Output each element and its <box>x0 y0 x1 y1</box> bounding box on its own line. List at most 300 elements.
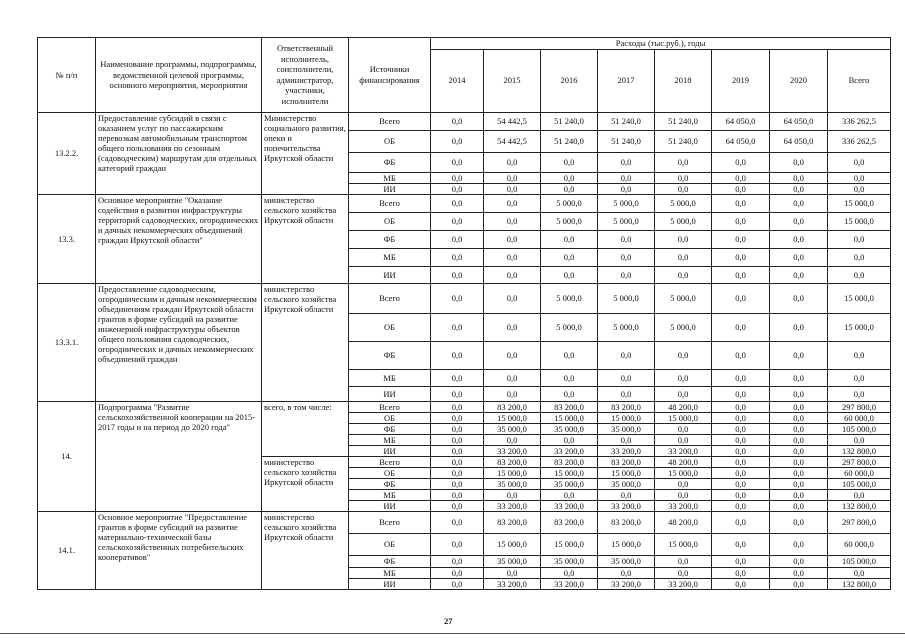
expense-value: 33 200,0 <box>541 578 598 589</box>
funding-source: ФБ <box>349 478 431 489</box>
header-funding-source: Источники финансирования <box>349 38 431 113</box>
expense-value: 0,0 <box>431 112 484 130</box>
expense-value: 0,0 <box>598 567 655 578</box>
expense-value: 0,0 <box>770 467 828 478</box>
expense-value: 33 200,0 <box>598 500 655 511</box>
expense-value: 0,0 <box>598 230 655 248</box>
expense-value: 297 800,0 <box>828 456 891 467</box>
expense-value: 0,0 <box>431 283 484 313</box>
expense-value: 0,0 <box>541 266 598 283</box>
expense-value: 0,0 <box>655 172 712 183</box>
expense-value: 0,0 <box>431 130 484 152</box>
expense-value: 0,0 <box>431 456 484 467</box>
row-number: 13.3.1. <box>38 283 96 401</box>
expense-value: 0,0 <box>484 248 541 266</box>
expense-value: 0,0 <box>712 248 770 266</box>
header-program-name: Наименование программы, подпрограммы, ведомственной целевой программы, основного мероприятия, мероприятия <box>96 38 262 113</box>
expense-value: 0,0 <box>541 230 598 248</box>
expense-value: 0,0 <box>828 341 891 369</box>
expense-value: 0,0 <box>828 152 891 172</box>
expense-value: 0,0 <box>712 172 770 183</box>
expense-value: 33 200,0 <box>484 445 541 456</box>
expense-value: 0,0 <box>712 578 770 589</box>
expense-value: 0,0 <box>828 183 891 194</box>
expense-value: 0,0 <box>712 467 770 478</box>
expense-value: 0,0 <box>712 511 770 533</box>
expense-value: 51 240,0 <box>598 112 655 130</box>
funding-source: ИИ <box>349 386 431 401</box>
funding-source: ФБ <box>349 341 431 369</box>
expense-value: 15 000,0 <box>828 283 891 313</box>
expense-value: 15 000,0 <box>655 467 712 478</box>
funding-source: ОБ <box>349 533 431 555</box>
expense-value: 83 200,0 <box>484 401 541 412</box>
expense-value: 33 200,0 <box>484 578 541 589</box>
expense-value: 33 200,0 <box>484 500 541 511</box>
expense-value: 0,0 <box>431 423 484 434</box>
expense-value: 51 240,0 <box>655 112 712 130</box>
expense-value: 0,0 <box>712 341 770 369</box>
expense-value: 0,0 <box>484 283 541 313</box>
funding-source: Всего <box>349 194 431 212</box>
expense-value: 0,0 <box>431 313 484 341</box>
expense-value: 15 000,0 <box>541 412 598 423</box>
expense-value: 0,0 <box>484 152 541 172</box>
expense-value: 0,0 <box>541 369 598 386</box>
scan-edge-line <box>0 633 905 634</box>
expense-value: 5 000,0 <box>598 283 655 313</box>
expense-value: 0,0 <box>770 230 828 248</box>
expense-value: 0,0 <box>770 212 828 230</box>
header-year-2019: 2019 <box>712 49 770 112</box>
expense-value: 0,0 <box>770 500 828 511</box>
expense-value: 5 000,0 <box>598 313 655 341</box>
row-number: 13.3. <box>38 194 96 283</box>
funding-source: Всего <box>349 456 431 467</box>
expense-value: 48 200,0 <box>655 401 712 412</box>
expense-value: 0,0 <box>770 386 828 401</box>
expense-value: 33 200,0 <box>598 578 655 589</box>
expense-value: 15 000,0 <box>598 412 655 423</box>
funding-source: ФБ <box>349 152 431 172</box>
funding-source: МБ <box>349 434 431 445</box>
expense-value: 0,0 <box>828 266 891 283</box>
expense-value: 54 442,5 <box>484 112 541 130</box>
responsible-executor: министерство сельского хозяйства Иркутской области <box>262 456 349 511</box>
expense-value: 0,0 <box>598 434 655 445</box>
expense-value: 0,0 <box>484 489 541 500</box>
expense-value: 0,0 <box>655 555 712 567</box>
expense-value: 0,0 <box>712 369 770 386</box>
expense-value: 33 200,0 <box>655 500 712 511</box>
expense-value: 35 000,0 <box>484 478 541 489</box>
expense-value: 51 240,0 <box>655 130 712 152</box>
expense-value: 0,0 <box>431 567 484 578</box>
expense-value: 0,0 <box>712 445 770 456</box>
expense-value: 0,0 <box>431 212 484 230</box>
header-year-2014: 2014 <box>431 49 484 112</box>
expense-value: 0,0 <box>770 489 828 500</box>
expense-value: 15 000,0 <box>828 212 891 230</box>
header-year-total: Всего <box>828 49 891 112</box>
expense-value: 0,0 <box>828 434 891 445</box>
expense-value: 0,0 <box>431 412 484 423</box>
expense-value: 15 000,0 <box>484 467 541 478</box>
expense-value: 0,0 <box>655 230 712 248</box>
expense-value: 0,0 <box>712 456 770 467</box>
expense-value: 0,0 <box>484 266 541 283</box>
expense-value: 0,0 <box>431 489 484 500</box>
expense-value: 0,0 <box>770 313 828 341</box>
expense-value: 0,0 <box>712 266 770 283</box>
funding-source: ИИ <box>349 578 431 589</box>
funding-source: ИИ <box>349 183 431 194</box>
expense-value: 0,0 <box>541 248 598 266</box>
program-name: Предоставление субсидий в связи с оказанием услуг по пассажирским перевозкам автомобильным транспортом общего пользования по сезонным (садоводческим) маршрутам для отдельных категорий граждан <box>96 112 262 194</box>
expense-value: 15 000,0 <box>541 467 598 478</box>
expense-value: 35 000,0 <box>541 423 598 434</box>
expense-value: 0,0 <box>828 386 891 401</box>
expense-value: 0,0 <box>770 401 828 412</box>
expense-value: 297 800,0 <box>828 401 891 412</box>
funding-source: Всего <box>349 401 431 412</box>
expense-value: 0,0 <box>484 183 541 194</box>
expense-value: 0,0 <box>770 152 828 172</box>
expense-value: 0,0 <box>431 467 484 478</box>
expense-value: 0,0 <box>770 555 828 567</box>
expense-value: 0,0 <box>541 172 598 183</box>
expense-value: 0,0 <box>484 341 541 369</box>
expense-value: 5 000,0 <box>541 194 598 212</box>
responsible-executor: всего, в том числе: <box>262 401 349 456</box>
page-number: 27 <box>444 616 453 626</box>
expense-value: 33 200,0 <box>541 500 598 511</box>
funding-source: ОБ <box>349 467 431 478</box>
row-number: 14. <box>38 401 96 511</box>
expense-value: 0,0 <box>712 152 770 172</box>
expense-value: 35 000,0 <box>598 555 655 567</box>
funding-source: Всего <box>349 283 431 313</box>
expense-value: 0,0 <box>431 445 484 456</box>
expense-value: 64 050,0 <box>770 130 828 152</box>
program-name: Подпрограмма "Развитие сельскохозяйственной кооперации на 2015-2017 годы и на период до 2020 года" <box>96 401 262 511</box>
expense-value: 0,0 <box>541 152 598 172</box>
expense-value: 105 000,0 <box>828 478 891 489</box>
expense-value: 0,0 <box>431 401 484 412</box>
expense-value: 0,0 <box>712 533 770 555</box>
responsible-executor: Министерство социального развития, опеки и попечительства Иркутской области <box>262 112 349 194</box>
expense-value: 0,0 <box>770 248 828 266</box>
expense-value: 35 000,0 <box>541 478 598 489</box>
expense-value: 0,0 <box>770 456 828 467</box>
expense-value: 0,0 <box>712 434 770 445</box>
expense-value: 51 240,0 <box>598 130 655 152</box>
expense-value: 0,0 <box>598 369 655 386</box>
funding-source: МБ <box>349 369 431 386</box>
expense-value: 0,0 <box>655 152 712 172</box>
expense-value: 0,0 <box>770 578 828 589</box>
expense-value: 48 200,0 <box>655 456 712 467</box>
row-number: 13.2.2. <box>38 112 96 194</box>
expense-value: 64 050,0 <box>712 130 770 152</box>
expense-value: 51 240,0 <box>541 112 598 130</box>
expense-value: 132 800,0 <box>828 578 891 589</box>
expense-value: 0,0 <box>598 489 655 500</box>
funding-source: ФБ <box>349 423 431 434</box>
expense-value: 15 000,0 <box>484 533 541 555</box>
expense-value: 0,0 <box>655 434 712 445</box>
expense-value: 0,0 <box>484 386 541 401</box>
table-row <box>38 194 891 212</box>
funding-source: Всего <box>349 112 431 130</box>
funding-source: МБ <box>349 248 431 266</box>
expense-value: 0,0 <box>598 248 655 266</box>
expense-value: 0,0 <box>712 423 770 434</box>
funding-source: ИИ <box>349 266 431 283</box>
expense-value: 83 200,0 <box>598 511 655 533</box>
expense-value: 15 000,0 <box>541 533 598 555</box>
expense-value: 0,0 <box>712 478 770 489</box>
funding-source: ОБ <box>349 130 431 152</box>
expenses-table <box>37 37 891 590</box>
expense-value: 83 200,0 <box>541 511 598 533</box>
expense-value: 0,0 <box>712 555 770 567</box>
expense-value: 0,0 <box>431 183 484 194</box>
expense-value: 0,0 <box>712 500 770 511</box>
header-year-2015: 2015 <box>484 49 541 112</box>
expense-value: 0,0 <box>598 172 655 183</box>
expense-value: 35 000,0 <box>484 555 541 567</box>
expense-value: 0,0 <box>484 172 541 183</box>
expense-value: 5 000,0 <box>541 212 598 230</box>
expense-value: 0,0 <box>770 283 828 313</box>
expense-value: 15 000,0 <box>598 467 655 478</box>
expense-value: 83 200,0 <box>598 401 655 412</box>
header-year-2017: 2017 <box>598 49 655 112</box>
expense-value: 0,0 <box>770 194 828 212</box>
expense-value: 15 000,0 <box>598 533 655 555</box>
expense-value: 0,0 <box>431 533 484 555</box>
expense-value: 15 000,0 <box>655 533 712 555</box>
program-name: Основное мероприятие "Оказание содействия в развитии инфраструктуры территорий садоводческих, огороднических и дачных некоммерческих объединений граждан Иркутской области" <box>96 194 262 283</box>
expense-value: 0,0 <box>770 183 828 194</box>
expense-value: 0,0 <box>431 369 484 386</box>
expense-value: 60 000,0 <box>828 467 891 478</box>
expense-value: 60 000,0 <box>828 412 891 423</box>
expense-value: 0,0 <box>770 567 828 578</box>
program-name: Предоставление садоводческим, огородническим и дачным некоммерческим объединениям граждан Иркутской области грантов в форме субсидий на развитие инженерной инфраструктуры объектов общего пользования садоводческих, огороднических и дачных некоммерческих объединений граждан <box>96 283 262 401</box>
expense-value: 0,0 <box>712 386 770 401</box>
expense-value: 0,0 <box>828 369 891 386</box>
expense-value: 0,0 <box>828 172 891 183</box>
expense-value: 5 000,0 <box>655 313 712 341</box>
funding-source: ОБ <box>349 412 431 423</box>
expense-value: 0,0 <box>712 212 770 230</box>
funding-source: ИИ <box>349 445 431 456</box>
expense-value: 0,0 <box>431 194 484 212</box>
expense-value: 33 200,0 <box>655 445 712 456</box>
expense-value: 64 050,0 <box>712 112 770 130</box>
funding-source: ОБ <box>349 212 431 230</box>
header-year-2020: 2020 <box>770 49 828 112</box>
funding-source: МБ <box>349 172 431 183</box>
expense-value: 15 000,0 <box>484 412 541 423</box>
expense-value: 35 000,0 <box>598 478 655 489</box>
table-row <box>38 511 891 533</box>
expense-value: 0,0 <box>712 489 770 500</box>
expense-value: 0,0 <box>598 386 655 401</box>
expense-value: 0,0 <box>712 401 770 412</box>
expense-value: 0,0 <box>712 183 770 194</box>
expense-value: 0,0 <box>484 194 541 212</box>
funding-source: ОБ <box>349 313 431 341</box>
expense-value: 0,0 <box>431 511 484 533</box>
funding-source: Всего <box>349 511 431 533</box>
header-year-2016: 2016 <box>541 49 598 112</box>
expense-value: 0,0 <box>770 434 828 445</box>
expense-value: 0,0 <box>431 341 484 369</box>
expense-value: 0,0 <box>770 511 828 533</box>
expense-value: 83 200,0 <box>484 511 541 533</box>
expense-value: 0,0 <box>431 555 484 567</box>
expense-value: 83 200,0 <box>541 401 598 412</box>
expense-value: 33 200,0 <box>541 445 598 456</box>
expense-value: 0,0 <box>431 434 484 445</box>
expense-value: 0,0 <box>431 478 484 489</box>
row-number: 14.1. <box>38 511 96 589</box>
header-num: № п/п <box>38 38 96 113</box>
expense-value: 33 200,0 <box>598 445 655 456</box>
expense-value: 0,0 <box>598 183 655 194</box>
expense-value: 0,0 <box>655 567 712 578</box>
expense-value: 60 000,0 <box>828 533 891 555</box>
expense-value: 0,0 <box>431 386 484 401</box>
expense-value: 35 000,0 <box>484 423 541 434</box>
expense-value: 0,0 <box>598 152 655 172</box>
expense-value: 0,0 <box>431 152 484 172</box>
funding-source: МБ <box>349 567 431 578</box>
expense-value: 64 050,0 <box>770 112 828 130</box>
expense-value: 83 200,0 <box>541 456 598 467</box>
expense-value: 35 000,0 <box>598 423 655 434</box>
expense-value: 0,0 <box>828 230 891 248</box>
expense-value: 0,0 <box>655 386 712 401</box>
table-row <box>38 401 891 412</box>
expense-value: 5 000,0 <box>598 212 655 230</box>
expense-value: 0,0 <box>655 423 712 434</box>
expense-value: 0,0 <box>655 183 712 194</box>
expense-value: 0,0 <box>712 313 770 341</box>
expense-value: 0,0 <box>770 172 828 183</box>
expense-value: 0,0 <box>655 266 712 283</box>
expense-value: 83 200,0 <box>484 456 541 467</box>
expense-value: 5 000,0 <box>655 194 712 212</box>
expense-value: 5 000,0 <box>655 212 712 230</box>
expense-value: 0,0 <box>541 183 598 194</box>
expense-value: 5 000,0 <box>598 194 655 212</box>
expense-value: 0,0 <box>598 341 655 369</box>
expense-value: 0,0 <box>484 434 541 445</box>
expense-value: 0,0 <box>770 266 828 283</box>
expense-value: 0,0 <box>541 489 598 500</box>
funding-source: ФБ <box>349 230 431 248</box>
expense-value: 0,0 <box>770 445 828 456</box>
expense-value: 132 800,0 <box>828 445 891 456</box>
expense-value: 0,0 <box>431 578 484 589</box>
expense-value: 0,0 <box>655 369 712 386</box>
expense-value: 0,0 <box>828 567 891 578</box>
expense-value: 5 000,0 <box>655 283 712 313</box>
expense-value: 15 000,0 <box>828 194 891 212</box>
expense-value: 0,0 <box>655 248 712 266</box>
expense-value: 297 800,0 <box>828 511 891 533</box>
header-year-2018: 2018 <box>655 49 712 112</box>
expense-value: 0,0 <box>484 212 541 230</box>
expense-value: 15 000,0 <box>655 412 712 423</box>
expense-value: 105 000,0 <box>828 423 891 434</box>
expense-value: 0,0 <box>655 341 712 369</box>
expense-value: 33 200,0 <box>655 578 712 589</box>
expense-value: 5 000,0 <box>541 313 598 341</box>
expense-value: 0,0 <box>484 369 541 386</box>
expense-value: 0,0 <box>712 194 770 212</box>
expense-value: 51 240,0 <box>541 130 598 152</box>
responsible-executor: министерство сельского хозяйства Иркутской области <box>262 194 349 283</box>
table-row <box>38 283 891 313</box>
expense-value: 0,0 <box>770 478 828 489</box>
expense-value: 0,0 <box>598 266 655 283</box>
expense-value: 0,0 <box>655 478 712 489</box>
expense-value: 0,0 <box>712 567 770 578</box>
header-expenses: Расходы (тыс.руб.), годы <box>431 38 891 50</box>
expense-value: 105 000,0 <box>828 555 891 567</box>
expense-value: 0,0 <box>770 369 828 386</box>
expense-value: 0,0 <box>770 412 828 423</box>
program-name: Основное мероприятие "Предоставление грантов в форме субсидий на развитие материально-технической базы сельскохозяйственных потребительских кооперативов" <box>96 511 262 589</box>
funding-source: ИИ <box>349 500 431 511</box>
table-row <box>38 112 891 130</box>
expense-value: 0,0 <box>541 341 598 369</box>
expense-value: 0,0 <box>431 230 484 248</box>
expense-value: 132 800,0 <box>828 500 891 511</box>
expense-value: 0,0 <box>431 172 484 183</box>
expense-value: 54 442,5 <box>484 130 541 152</box>
expense-value: 48 200,0 <box>655 511 712 533</box>
expense-value: 0,0 <box>712 283 770 313</box>
expense-value: 336 262,5 <box>828 130 891 152</box>
expense-value: 0,0 <box>770 533 828 555</box>
expense-value: 0,0 <box>828 489 891 500</box>
expense-value: 0,0 <box>541 434 598 445</box>
expense-value: 0,0 <box>484 313 541 341</box>
expense-value: 0,0 <box>541 386 598 401</box>
expense-value: 5 000,0 <box>541 283 598 313</box>
expense-value: 15 000,0 <box>828 313 891 341</box>
expense-value: 0,0 <box>484 567 541 578</box>
responsible-executor: министерство сельского хозяйства Иркутской области <box>262 283 349 401</box>
expense-value: 0,0 <box>770 423 828 434</box>
expense-value: 0,0 <box>431 248 484 266</box>
expense-value: 0,0 <box>712 230 770 248</box>
header-responsible: Ответственный исполнитель, соисполнители, администратор, участники, исполнители <box>262 38 349 113</box>
expense-value: 0,0 <box>431 266 484 283</box>
expense-value: 0,0 <box>541 567 598 578</box>
expense-value: 83 200,0 <box>598 456 655 467</box>
expense-value: 336 262,5 <box>828 112 891 130</box>
expense-value: 0,0 <box>655 489 712 500</box>
expense-value: 0,0 <box>712 412 770 423</box>
expense-value: 35 000,0 <box>541 555 598 567</box>
